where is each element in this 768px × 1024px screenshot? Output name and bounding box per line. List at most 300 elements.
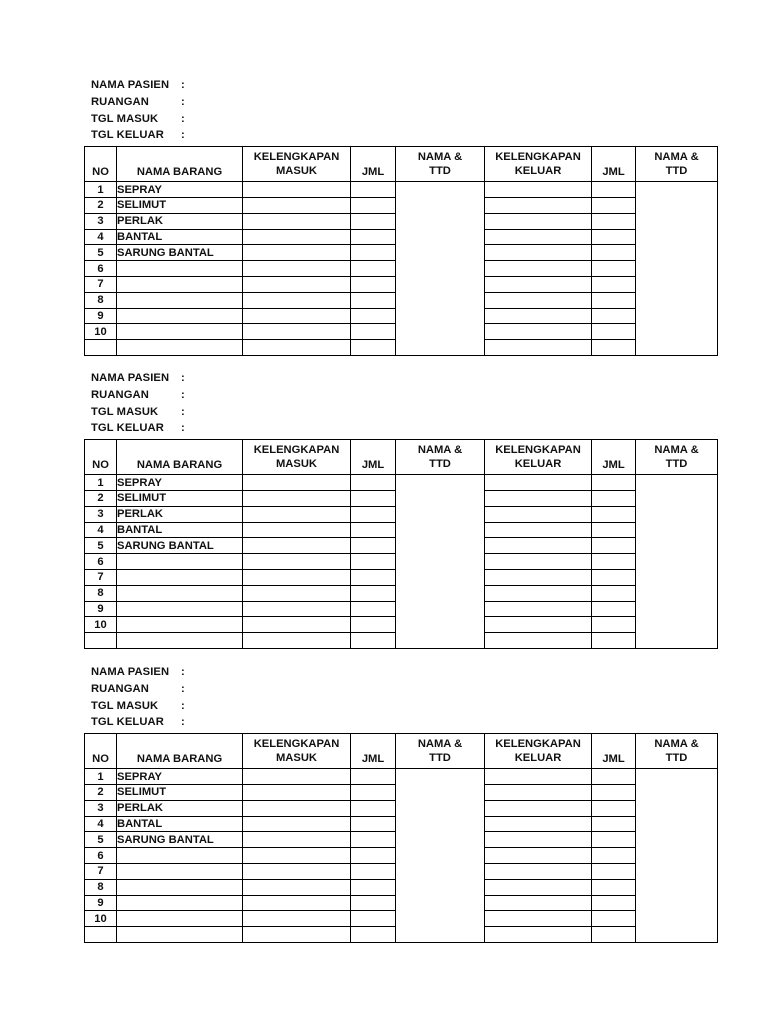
cell-kelengkapan-masuk[interactable] <box>243 213 351 229</box>
header-line: TTD <box>429 165 451 178</box>
cell-jml-keluar[interactable] <box>592 245 636 261</box>
cell-jml-masuk[interactable] <box>351 490 396 506</box>
row-item-name: PERLAK <box>117 506 243 522</box>
row-item-name: SELIMUT <box>117 784 243 800</box>
row-item-name <box>117 276 243 292</box>
row-number <box>85 927 117 943</box>
cell-kelengkapan-keluar[interactable] <box>485 261 592 277</box>
row-item-name: SARUNG BANTAL <box>117 832 243 848</box>
cell-kelengkapan-keluar[interactable] <box>485 276 592 292</box>
field-colon: : <box>181 682 185 695</box>
row-number: 2 <box>85 197 117 213</box>
cell-nama-ttd-keluar[interactable] <box>636 182 718 356</box>
header-row <box>85 147 718 182</box>
cell-kelengkapan-masuk[interactable] <box>243 569 351 585</box>
row-item-name <box>117 617 243 633</box>
cell-jml-keluar[interactable] <box>592 522 636 538</box>
header-line: NAMA & <box>417 444 463 457</box>
cell-kelengkapan-keluar[interactable] <box>485 617 592 633</box>
row-number: 4 <box>85 816 117 832</box>
field-ruangan <box>91 94 717 111</box>
header-line: KELUAR <box>514 458 562 471</box>
header-jml-keluar: JML <box>592 734 636 769</box>
row-item-name: BANTAL <box>117 229 243 245</box>
cell-kelengkapan-keluar[interactable] <box>485 784 592 800</box>
row-number: 10 <box>85 911 117 927</box>
field-ruangan <box>91 387 717 404</box>
cell-jml-masuk[interactable] <box>351 633 396 649</box>
row-item-name <box>117 848 243 864</box>
cell-jml-keluar[interactable] <box>592 911 636 927</box>
cell-kelengkapan-masuk[interactable] <box>243 522 351 538</box>
cell-kelengkapan-keluar[interactable] <box>485 229 592 245</box>
cell-jml-keluar[interactable] <box>592 895 636 911</box>
header-line: KELENGKAPAN <box>495 151 581 164</box>
row-number: 2 <box>85 784 117 800</box>
cell-kelengkapan-keluar[interactable] <box>485 245 592 261</box>
cell-jml-keluar[interactable] <box>592 490 636 506</box>
row-number <box>85 633 117 649</box>
table-row <box>85 769 718 785</box>
header-line: NAMA & <box>654 151 699 164</box>
row-item-name: SEPRAY <box>117 182 243 198</box>
cell-nama-ttd-masuk[interactable] <box>396 182 485 356</box>
cell-jml-masuk[interactable] <box>351 863 396 879</box>
cell-jml-masuk[interactable] <box>351 832 396 848</box>
field-colon: : <box>181 112 185 125</box>
cell-kelengkapan-masuk[interactable] <box>243 554 351 570</box>
field-tgl-keluar <box>91 420 717 437</box>
cell-kelengkapan-keluar[interactable] <box>485 340 592 356</box>
field-colon: : <box>181 716 185 729</box>
cell-jml-masuk[interactable] <box>351 569 396 585</box>
header-line: TTD <box>429 752 451 765</box>
header-no: NO <box>85 440 117 475</box>
cell-kelengkapan-masuk[interactable] <box>243 340 351 356</box>
cell-jml-keluar[interactable] <box>592 213 636 229</box>
cell-kelengkapan-masuk[interactable] <box>243 863 351 879</box>
row-item-name <box>117 292 243 308</box>
header-line: MASUK <box>275 165 318 178</box>
cell-jml-keluar[interactable] <box>592 633 636 649</box>
field-tgl-masuk <box>91 698 717 715</box>
row-number: 8 <box>85 879 117 895</box>
cell-jml-keluar[interactable] <box>592 848 636 864</box>
header-nama-barang: NAMA BARANG <box>117 440 243 475</box>
header-nama-barang: NAMA BARANG <box>117 147 243 182</box>
cell-kelengkapan-masuk[interactable] <box>243 276 351 292</box>
header-nama-ttd-keluar <box>636 147 718 182</box>
header-no: NO <box>85 734 117 769</box>
cell-jml-masuk[interactable] <box>351 816 396 832</box>
field-tgl-masuk <box>91 111 717 128</box>
cell-kelengkapan-keluar[interactable] <box>485 769 592 785</box>
cell-kelengkapan-keluar[interactable] <box>485 292 592 308</box>
cell-kelengkapan-masuk[interactable] <box>243 324 351 340</box>
header-line: TTD <box>665 165 688 178</box>
row-item-name <box>117 308 243 324</box>
cell-jml-keluar[interactable] <box>592 769 636 785</box>
cell-jml-masuk[interactable] <box>351 229 396 245</box>
header-kelengkapan-masuk <box>243 440 351 475</box>
cell-kelengkapan-keluar[interactable] <box>485 911 592 927</box>
field-label: TGL KELUAR <box>91 129 164 142</box>
inventory-form <box>84 664 717 943</box>
cell-kelengkapan-keluar[interactable] <box>485 554 592 570</box>
cell-kelengkapan-keluar[interactable] <box>485 506 592 522</box>
cell-jml-keluar[interactable] <box>592 276 636 292</box>
cell-kelengkapan-masuk[interactable] <box>243 585 351 601</box>
field-colon: : <box>181 95 185 108</box>
field-nama-pasien <box>91 77 717 94</box>
row-item-name: PERLAK <box>117 800 243 816</box>
cell-kelengkapan-masuk[interactable] <box>243 617 351 633</box>
cell-jml-keluar[interactable] <box>592 197 636 213</box>
cell-kelengkapan-keluar[interactable] <box>485 832 592 848</box>
cell-kelengkapan-keluar[interactable] <box>485 522 592 538</box>
row-number: 10 <box>85 617 117 633</box>
row-number: 6 <box>85 261 117 277</box>
cell-kelengkapan-keluar[interactable] <box>485 848 592 864</box>
cell-kelengkapan-keluar[interactable] <box>485 308 592 324</box>
row-item-name: SEPRAY <box>117 769 243 785</box>
cell-jml-masuk[interactable] <box>351 848 396 864</box>
cell-jml-masuk[interactable] <box>351 475 396 491</box>
row-item-name: SARUNG BANTAL <box>117 245 243 261</box>
field-colon: : <box>181 405 185 418</box>
field-colon: : <box>181 79 185 91</box>
cell-nama-ttd-keluar[interactable] <box>636 475 718 649</box>
field-label: RUANGAN <box>91 388 149 401</box>
cell-jml-masuk[interactable] <box>351 213 396 229</box>
table-row <box>85 182 718 198</box>
field-colon: : <box>181 388 185 401</box>
cell-jml-masuk[interactable] <box>351 276 396 292</box>
row-number: 8 <box>85 292 117 308</box>
cell-jml-masuk[interactable] <box>351 927 396 943</box>
cell-jml-keluar[interactable] <box>592 863 636 879</box>
row-item-name <box>117 863 243 879</box>
cell-jml-keluar[interactable] <box>592 927 636 943</box>
row-item-name: PERLAK <box>117 213 243 229</box>
cell-kelengkapan-masuk[interactable] <box>243 848 351 864</box>
cell-kelengkapan-masuk[interactable] <box>243 879 351 895</box>
cell-jml-masuk[interactable] <box>351 197 396 213</box>
patient-info <box>91 77 717 144</box>
row-number: 5 <box>85 245 117 261</box>
field-label: TGL KELUAR <box>91 422 164 435</box>
row-item-name <box>117 324 243 340</box>
cell-kelengkapan-keluar[interactable] <box>485 569 592 585</box>
cell-jml-masuk[interactable] <box>351 340 396 356</box>
cell-kelengkapan-masuk[interactable] <box>243 633 351 649</box>
row-number: 9 <box>85 601 117 617</box>
cell-kelengkapan-keluar[interactable] <box>485 182 592 198</box>
header-kelengkapan-masuk <box>243 734 351 769</box>
header-row <box>85 440 718 475</box>
row-number: 7 <box>85 569 117 585</box>
cell-jml-masuk[interactable] <box>351 182 396 198</box>
cell-jml-masuk[interactable] <box>351 506 396 522</box>
header-jml-masuk: JML <box>351 734 396 769</box>
row-number: 1 <box>85 769 117 785</box>
header-line: MASUK <box>275 458 318 471</box>
field-label: TGL MASUK <box>91 112 159 125</box>
patient-info <box>91 664 717 731</box>
inventory-table <box>84 733 718 943</box>
inventory-form <box>84 77 717 356</box>
cell-jml-keluar[interactable] <box>592 617 636 633</box>
row-number: 9 <box>85 895 117 911</box>
cell-kelengkapan-keluar[interactable] <box>485 927 592 943</box>
cell-jml-masuk[interactable] <box>351 617 396 633</box>
cell-kelengkapan-keluar[interactable] <box>485 538 592 554</box>
field-label: NAMA PASIEN <box>91 372 170 384</box>
cell-kelengkapan-masuk[interactable] <box>243 927 351 943</box>
row-number: 6 <box>85 554 117 570</box>
cell-kelengkapan-masuk[interactable] <box>243 601 351 617</box>
field-label: TGL MASUK <box>91 405 159 418</box>
cell-kelengkapan-keluar[interactable] <box>485 213 592 229</box>
cell-kelengkapan-keluar[interactable] <box>485 895 592 911</box>
field-nama-pasien <box>91 664 717 681</box>
cell-jml-keluar[interactable] <box>592 292 636 308</box>
field-tgl-keluar <box>91 127 717 144</box>
field-nama-pasien <box>91 370 717 387</box>
header-kelengkapan-keluar <box>485 734 592 769</box>
cell-kelengkapan-keluar[interactable] <box>485 601 592 617</box>
row-item-name <box>117 554 243 570</box>
field-label: NAMA PASIEN <box>91 666 170 678</box>
cell-jml-masuk[interactable] <box>351 245 396 261</box>
row-item-name <box>117 601 243 617</box>
cell-jml-masuk[interactable] <box>351 601 396 617</box>
header-line: KELENGKAPAN <box>253 444 340 457</box>
field-label: TGL KELUAR <box>91 716 164 729</box>
header-line: KELENGKAPAN <box>495 738 581 751</box>
cell-jml-keluar[interactable] <box>592 475 636 491</box>
table-row <box>85 475 718 491</box>
cell-kelengkapan-masuk[interactable] <box>243 538 351 554</box>
field-label: TGL MASUK <box>91 699 159 712</box>
row-item-name <box>117 895 243 911</box>
cell-jml-keluar[interactable] <box>592 324 636 340</box>
cell-kelengkapan-masuk[interactable] <box>243 490 351 506</box>
row-item-name: SELIMUT <box>117 490 243 506</box>
cell-kelengkapan-keluar[interactable] <box>485 633 592 649</box>
cell-jml-masuk[interactable] <box>351 895 396 911</box>
row-item-name: BANTAL <box>117 816 243 832</box>
cell-kelengkapan-masuk[interactable] <box>243 475 351 491</box>
cell-jml-keluar[interactable] <box>592 800 636 816</box>
row-number: 8 <box>85 585 117 601</box>
cell-kelengkapan-masuk[interactable] <box>243 911 351 927</box>
field-label: NAMA PASIEN <box>91 79 170 91</box>
row-number: 4 <box>85 229 117 245</box>
cell-jml-masuk[interactable] <box>351 911 396 927</box>
cell-jml-masuk[interactable] <box>351 324 396 340</box>
row-item-name <box>117 569 243 585</box>
cell-jml-keluar[interactable] <box>592 554 636 570</box>
cell-jml-keluar[interactable] <box>592 308 636 324</box>
header-jml-masuk: JML <box>351 440 396 475</box>
field-colon: : <box>181 699 185 712</box>
row-number: 5 <box>85 832 117 848</box>
field-tgl-masuk <box>91 404 717 421</box>
field-colon: : <box>181 422 185 435</box>
header-no: NO <box>85 147 117 182</box>
cell-kelengkapan-masuk[interactable] <box>243 229 351 245</box>
cell-jml-masuk[interactable] <box>351 554 396 570</box>
header-line: KELENGKAPAN <box>253 151 340 164</box>
header-nama-ttd-masuk <box>396 147 485 182</box>
cell-kelengkapan-keluar[interactable] <box>485 490 592 506</box>
row-item-name: SEPRAY <box>117 475 243 491</box>
cell-nama-ttd-keluar[interactable] <box>636 769 718 943</box>
header-jml-masuk: JML <box>351 147 396 182</box>
cell-jml-keluar[interactable] <box>592 340 636 356</box>
row-number: 1 <box>85 475 117 491</box>
cell-kelengkapan-keluar[interactable] <box>485 816 592 832</box>
header-line: MASUK <box>275 752 318 765</box>
header-line: NAMA & <box>417 738 463 751</box>
header-line: NAMA & <box>654 738 699 751</box>
header-kelengkapan-keluar <box>485 440 592 475</box>
cell-jml-keluar[interactable] <box>592 506 636 522</box>
row-number: 6 <box>85 848 117 864</box>
cell-kelengkapan-masuk[interactable] <box>243 261 351 277</box>
row-item-name: SELIMUT <box>117 197 243 213</box>
cell-jml-masuk[interactable] <box>351 769 396 785</box>
cell-kelengkapan-masuk[interactable] <box>243 292 351 308</box>
header-nama-ttd-keluar <box>636 734 718 769</box>
header-line: TTD <box>665 458 688 471</box>
field-tgl-keluar <box>91 714 717 731</box>
cell-jml-keluar[interactable] <box>592 569 636 585</box>
cell-kelengkapan-keluar[interactable] <box>485 475 592 491</box>
row-item-name <box>117 879 243 895</box>
header-kelengkapan-keluar <box>485 147 592 182</box>
row-item-name: BANTAL <box>117 522 243 538</box>
row-number: 3 <box>85 506 117 522</box>
header-line: KELENGKAPAN <box>253 738 340 751</box>
header-nama-ttd-keluar <box>636 440 718 475</box>
cell-jml-masuk[interactable] <box>351 585 396 601</box>
cell-kelengkapan-masuk[interactable] <box>243 895 351 911</box>
row-number: 2 <box>85 490 117 506</box>
table-body <box>85 182 718 356</box>
table-body <box>85 475 718 649</box>
cell-jml-masuk[interactable] <box>351 784 396 800</box>
field-colon: : <box>181 129 185 142</box>
cell-kelengkapan-keluar[interactable] <box>485 197 592 213</box>
header-nama-barang: NAMA BARANG <box>117 734 243 769</box>
header-line: KELUAR <box>514 165 562 178</box>
cell-jml-masuk[interactable] <box>351 261 396 277</box>
cell-jml-masuk[interactable] <box>351 308 396 324</box>
cell-jml-masuk[interactable] <box>351 538 396 554</box>
field-colon: : <box>181 666 185 678</box>
cell-kelengkapan-masuk[interactable] <box>243 197 351 213</box>
field-label: RUANGAN <box>91 95 149 108</box>
cell-kelengkapan-masuk[interactable] <box>243 769 351 785</box>
cell-kelengkapan-masuk[interactable] <box>243 245 351 261</box>
cell-kelengkapan-masuk[interactable] <box>243 816 351 832</box>
row-item-name: SARUNG BANTAL <box>117 538 243 554</box>
cell-jml-keluar[interactable] <box>592 261 636 277</box>
cell-nama-ttd-masuk[interactable] <box>396 475 485 649</box>
row-number: 1 <box>85 182 117 198</box>
cell-kelengkapan-masuk[interactable] <box>243 832 351 848</box>
row-number: 3 <box>85 800 117 816</box>
cell-kelengkapan-keluar[interactable] <box>485 863 592 879</box>
row-number: 5 <box>85 538 117 554</box>
cell-jml-keluar[interactable] <box>592 601 636 617</box>
cell-kelengkapan-keluar[interactable] <box>485 585 592 601</box>
cell-jml-keluar[interactable] <box>592 832 636 848</box>
cell-jml-keluar[interactable] <box>592 879 636 895</box>
row-number: 3 <box>85 213 117 229</box>
row-item-name <box>117 261 243 277</box>
header-line: TTD <box>429 458 451 471</box>
inventory-table <box>84 146 718 356</box>
row-item-name <box>117 585 243 601</box>
row-item-name <box>117 927 243 943</box>
cell-kelengkapan-keluar[interactable] <box>485 800 592 816</box>
patient-info <box>91 370 717 437</box>
row-number: 7 <box>85 276 117 292</box>
cell-jml-keluar[interactable] <box>592 538 636 554</box>
field-label: RUANGAN <box>91 682 149 695</box>
header-line: NAMA & <box>654 444 699 457</box>
row-item-name <box>117 633 243 649</box>
row-number: 9 <box>85 308 117 324</box>
cell-jml-keluar[interactable] <box>592 816 636 832</box>
header-kelengkapan-masuk <box>243 147 351 182</box>
cell-kelengkapan-keluar[interactable] <box>485 324 592 340</box>
header-line: KELUAR <box>514 752 562 765</box>
cell-jml-keluar[interactable] <box>592 585 636 601</box>
row-number <box>85 340 117 356</box>
header-line: NAMA & <box>417 151 463 164</box>
row-number: 10 <box>85 324 117 340</box>
header-row <box>85 734 718 769</box>
header-line: TTD <box>665 752 688 765</box>
cell-jml-masuk[interactable] <box>351 879 396 895</box>
row-number: 4 <box>85 522 117 538</box>
cell-kelengkapan-keluar[interactable] <box>485 879 592 895</box>
cell-kelengkapan-masuk[interactable] <box>243 784 351 800</box>
cell-jml-keluar[interactable] <box>592 784 636 800</box>
cell-kelengkapan-masuk[interactable] <box>243 182 351 198</box>
cell-jml-masuk[interactable] <box>351 800 396 816</box>
cell-jml-masuk[interactable] <box>351 522 396 538</box>
header-nama-ttd-masuk <box>396 734 485 769</box>
header-line: KELENGKAPAN <box>495 444 581 457</box>
cell-jml-keluar[interactable] <box>592 229 636 245</box>
field-ruangan <box>91 681 717 698</box>
cell-kelengkapan-masuk[interactable] <box>243 506 351 522</box>
cell-jml-keluar[interactable] <box>592 182 636 198</box>
cell-jml-masuk[interactable] <box>351 292 396 308</box>
cell-nama-ttd-masuk[interactable] <box>396 769 485 943</box>
row-item-name <box>117 911 243 927</box>
row-number: 7 <box>85 863 117 879</box>
cell-kelengkapan-masuk[interactable] <box>243 800 351 816</box>
cell-kelengkapan-masuk[interactable] <box>243 308 351 324</box>
field-colon: : <box>181 372 185 384</box>
inventory-table <box>84 439 718 649</box>
